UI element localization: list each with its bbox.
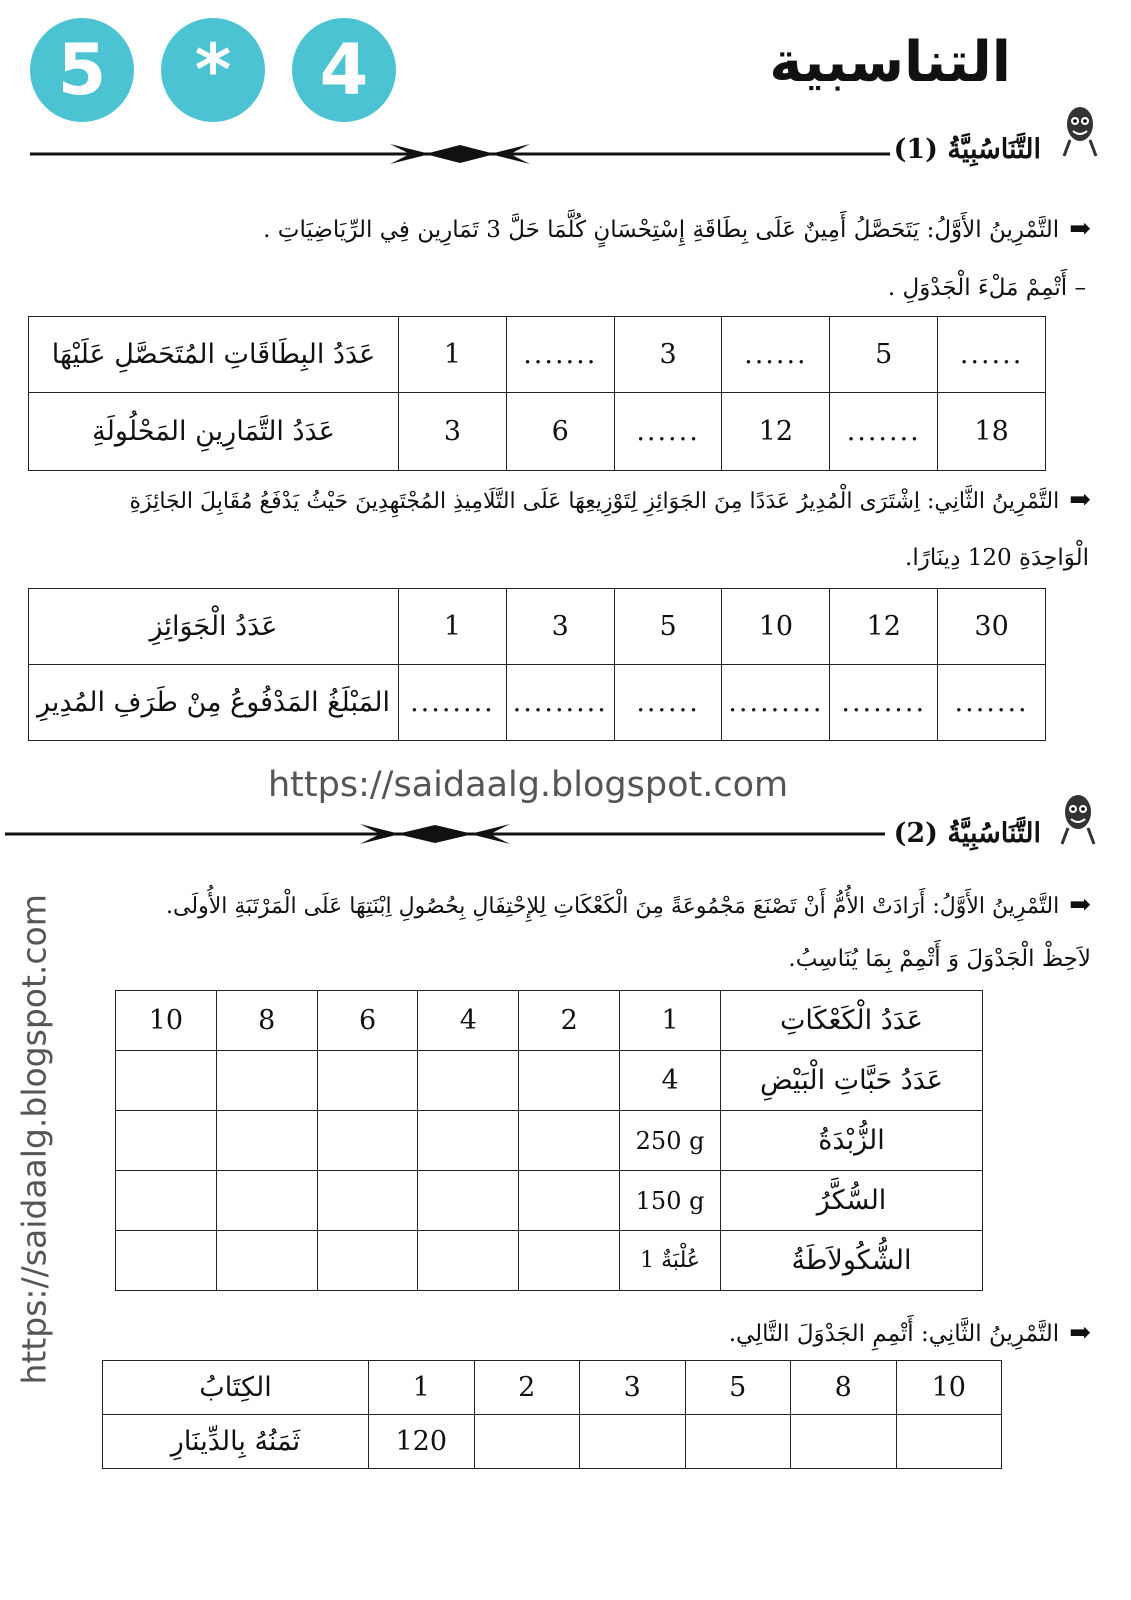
table-cell [216,1051,317,1111]
table-cell [216,1171,317,1231]
divider-line-1 [30,140,900,170]
table-cell [580,1415,686,1469]
table-cell [519,1171,620,1231]
table-cell: 12 [830,589,938,665]
table-cell: 12 [722,393,830,471]
s1-ex2-text-line2: الْوَاحِدَةِ 120 دِينَارًا. [905,545,1089,571]
table-cell [791,1415,897,1469]
table-cell: 8 [791,1361,897,1415]
table-cell: ........ [399,665,507,741]
section1-heading: التَّنَاسُبِيَّةُ (1) [893,134,1041,165]
table-cell: 10 [896,1361,1002,1415]
s2-ex1-text: ➡التَّمْرِينُ الأَوَّلُ: أَرَادَتْ الأُمُّ أَنْ تَصْنَعَ مَجْمُوعَةً مِنَ الْكَعْكَاتِ لِلإِحْتِفَالِ بِحُصُولِ اِبْنَتِهَا عَلَى الْمَرْتَبَةِ الأُولَى. [166,890,1091,920]
table-row-label: الزُّبْدَةُ [721,1111,983,1171]
table-cell [317,1171,418,1231]
table-cell [685,1415,791,1469]
watermark-vertical: https://saidaalg.blogspot.com [14,894,54,1385]
table-cell: 10 [722,589,830,665]
table-row-label: عَدَدُ التَّمَارِينِ المَحْلُولَةِ [29,393,399,471]
table-row-label: الكِتَابُ [103,1361,369,1415]
table-cell: ........ [830,665,938,741]
s1-table1 [28,316,1046,471]
table-cell [418,1171,519,1231]
table-cell: 4 [620,1051,721,1111]
table-row-label: السُّكَّرُ [721,1171,983,1231]
s1-ex1-instruction: – أَتْمِمْ مَلْءَ الْجَدْوَلِ . [887,275,1086,301]
table-cell: 120 [369,1415,475,1469]
table-cell: 3 [614,317,722,393]
table-cell: 4 [418,991,519,1051]
table-cell [519,1051,620,1111]
table-cell: 1 [620,991,721,1051]
table-cell: 1 [369,1361,475,1415]
table-cell: 10 [116,991,217,1051]
table-cell: 3 [580,1361,686,1415]
table-cell [116,1111,217,1171]
table-cell: 6 [317,991,418,1051]
table-cell [317,1231,418,1291]
arrow-icon: ➡ [1069,214,1091,244]
table-cell: 5 [685,1361,791,1415]
table-cell [116,1231,217,1291]
table-cell: ....... [938,665,1046,741]
table-cell: ...... [614,665,722,741]
table-row-label: ثَمَنُهُ بِالدِّينَارِ [103,1415,369,1469]
table-cell [317,1051,418,1111]
badge-star: * [161,18,265,122]
table-cell: 3 [399,393,507,471]
table-cell: ....... [830,393,938,471]
table-row-label: عَدَدُ حَبَّاتِ الْبَيْضِ [721,1051,983,1111]
table-row-label: عَدَدُ الْجَوَائِزِ [29,589,399,665]
s2-table1 [115,990,983,1291]
watermark-url: https://saidaalg.blogspot.com [268,765,789,805]
section2-heading: التَّنَاسُبِيَّةُ (2) [893,818,1041,849]
table-cell: ......... [722,665,830,741]
s1-ex2-text-line1: ➡التَّمْرِينُ الثَّانِي: اِشْتَرَى الْمُدِيرُ عَدَدًا مِنَ الجَوَائِزِ لِتَوْزِيعِهَا عَلَى التَّلَامِيذِ المُجْتَهِدِينَ حَيْثُ يَدْفَعُ مُقَابِلَ الجَائِزَةِ [129,485,1091,515]
table-cell [519,1231,620,1291]
table-cell: 5 [614,589,722,665]
table-cell: ...... [722,317,830,393]
table-cell [116,1171,217,1231]
arrow-icon: ➡ [1069,485,1091,515]
table-cell [519,1111,620,1171]
table-cell [474,1415,580,1469]
table-cell: 250 g [620,1111,721,1171]
table-cell: 1 [399,317,507,393]
table-cell [896,1415,1002,1469]
table-cell: عُلْبَةٌ 1 [620,1231,721,1291]
table-cell [116,1051,217,1111]
table-row-label: الشُّكُولاَطَةُ [721,1231,983,1291]
table-cell [418,1051,519,1111]
table-cell: 5 [830,317,938,393]
badge-4: 4 [292,18,396,122]
s1-table2 [28,588,1046,741]
arrow-icon: ➡ [1069,890,1091,920]
badge-5: 5 [30,18,134,122]
table-cell: 2 [474,1361,580,1415]
arrow-icon: ➡ [1069,1318,1091,1348]
table-cell: ....... [506,317,614,393]
table-row-label: عَدَدُ الْكَعْكَاتِ [721,991,983,1051]
s2-ex2-text: ➡التَّمْرِينُ الثَّانِي: أَتْمِمِ الجَدْوَلَ التَّالِي. [728,1318,1091,1348]
table-cell [216,1111,317,1171]
table-row-label: المَبْلَغُ المَدْفُوعُ مِنْ طَرَفِ المُدِيرِ [29,665,399,741]
table-cell: 8 [216,991,317,1051]
table-cell: 3 [506,589,614,665]
mascot-icon [1060,104,1100,160]
page-title: التناسبية [769,30,1011,95]
table-row-label: عَدَدُ البِطَاقَاتِ المُتَحَصَّلِ عَلَيْهَا [29,317,399,393]
divider-line-2 [5,820,895,850]
table-cell: ...... [614,393,722,471]
table-cell: 6 [506,393,614,471]
table-cell: 1 [399,589,507,665]
table-cell: 150 g [620,1171,721,1231]
table-cell: 2 [519,991,620,1051]
mascot-icon [1058,792,1098,848]
s2-table2 [102,1360,1002,1469]
table-cell [418,1111,519,1171]
table-cell: ......... [506,665,614,741]
table-cell: 18 [938,393,1046,471]
table-cell [216,1231,317,1291]
table-cell: ...... [938,317,1046,393]
s2-ex1-instruction: لاَحِظْ الْجَدْوَلَ وَ أَتْمِمْ بِمَا يُنَاسِبُ. [788,946,1091,972]
s1-ex1-text: ➡التَّمْرِينُ الأَوَّلُ: يَتَحَصَّلُ أَمِينٌ عَلَى بِطَاقَةِ إِسْتِحْسَانٍ كُلَّمَا حَلَّ 3 تَمَارِين فِي الرِّيَاضِيَاتِ . [263,214,1091,244]
table-cell [317,1111,418,1171]
table-cell: 30 [938,589,1046,665]
table-cell [418,1231,519,1291]
